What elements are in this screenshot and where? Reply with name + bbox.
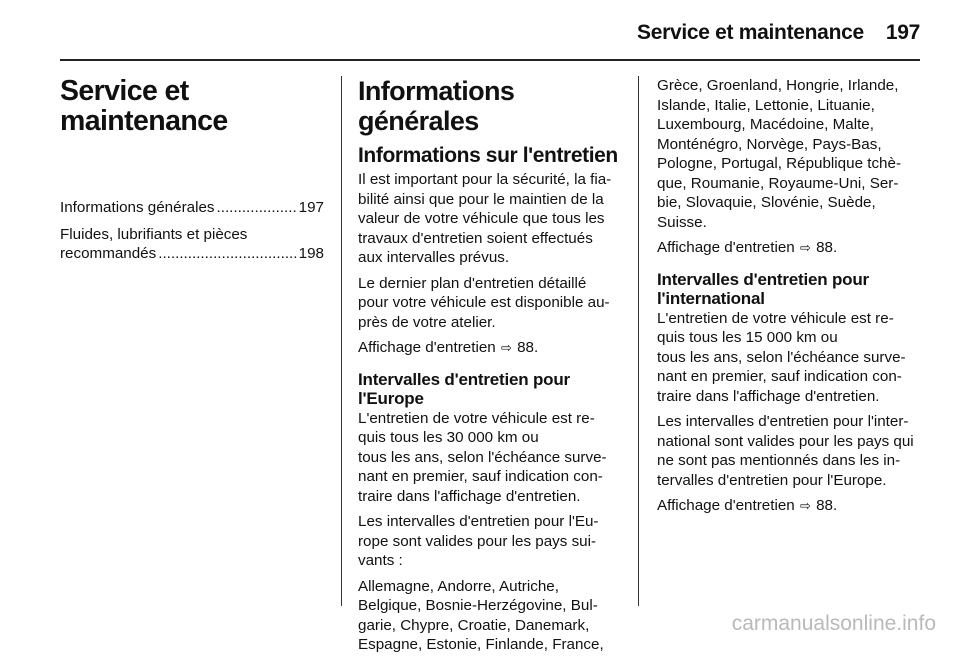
content-column-2 bbox=[358, 76, 620, 661]
europe-paragraph-1: L'entretien de votre véhicule est re- quis tous les 30 000 km ou tous les ans, selon l'échéance surve- nant en premier, sauf indication con- traire dans l'affichage d'entretien. bbox=[358, 409, 607, 505]
international-heading: Intervalles d'entretien pour l'international bbox=[657, 269, 869, 308]
international-paragraph-2: Les intervalles d'entretien pour l'inter- national sont valides pour les pays qui ne sont pas mentionnés dans les in- tervalles d'entretien pour l'Europe. bbox=[657, 413, 914, 489]
page-number: 197 bbox=[885, 21, 920, 44]
international-paragraph-1: L'entretien de votre véhicule est re- quis tous les 15 000 km ou tous les ans, selon l'échéance surve- nant en premier, sauf indication con- traire dans l'affichage d'entretien. bbox=[657, 309, 906, 405]
intro-paragraph-1: Il est important pour la sécurité, la fia- bilité ainsi que pour le maintien de la valeur de votre véhicule que tous les travaux d'entretien soient effectués aux intervalles prévus. bbox=[358, 171, 612, 266]
arrow-right-icon: ⇨ bbox=[500, 340, 512, 355]
toc-leader bbox=[158, 244, 296, 264]
service-display-reference[interactable]: Affichage d'entretien ⇨ 88. bbox=[657, 497, 838, 514]
toc-label: recommandés bbox=[60, 245, 157, 262]
column-divider bbox=[638, 76, 639, 606]
section-title: Informations générales bbox=[358, 76, 515, 136]
toc-leader bbox=[217, 198, 297, 218]
arrow-right-icon: ⇨ bbox=[799, 498, 811, 513]
europe-paragraph-2: Les intervalles d'entretien pour l'Eu- rope sont valides pour les pays sui- vants : bbox=[358, 513, 599, 569]
toc-label: Fluides, lubrifiants et pièces bbox=[60, 225, 248, 243]
column-divider bbox=[341, 76, 342, 606]
chapter-title: Service et maintenance bbox=[60, 75, 228, 137]
service-display-reference[interactable]: Affichage d'entretien ⇨ 88. bbox=[358, 339, 539, 356]
toc-entry-fluids[interactable] bbox=[60, 225, 324, 264]
toc-page: 198 bbox=[298, 245, 324, 262]
toc-label: Informations générales bbox=[60, 199, 215, 216]
arrow-right-icon: ⇨ bbox=[799, 240, 811, 255]
content-column-3 bbox=[657, 76, 921, 522]
intro-paragraph-2: Le dernier plan d'entretien détaillé pour votre véhicule est disponible au- près de votre atelier. bbox=[358, 274, 610, 331]
toc-page: 197 bbox=[298, 199, 324, 216]
service-display-reference[interactable]: Affichage d'entretien ⇨ 88. bbox=[657, 239, 838, 256]
page-header bbox=[637, 18, 920, 48]
chapter-column bbox=[60, 76, 324, 271]
header-title: Service et maintenance bbox=[637, 21, 864, 44]
header-rule bbox=[60, 59, 920, 61]
subsection-title: Informations sur l'entretien bbox=[358, 144, 618, 167]
toc-entry-general[interactable] bbox=[60, 198, 324, 218]
europe-countries-part-1: Allemagne, Andorre, Autriche, Belgique, Bosnie-Herzégovine, Bul- garie, Chypre, Croatie, Danemark, Espagne, Estonie, Finlande, France, bbox=[358, 577, 604, 653]
watermark: carmanualsonline.info bbox=[731, 612, 936, 635]
europe-countries-part-2: Grèce, Groenland, Hongrie, Irlande, Islande, Italie, Lettonie, Lituanie, Luxembourg, Macédoine, Malte, Monténégro, Norvège, Pays-Bas, Pologne, Portugal, République tchè- que, Roumanie, Royaume-Uni, Ser- bie, Slovaquie, Slovénie, Suède, Suisse. bbox=[657, 77, 902, 231]
europe-heading: Intervalles d'entretien pour l'Europe bbox=[358, 369, 570, 408]
